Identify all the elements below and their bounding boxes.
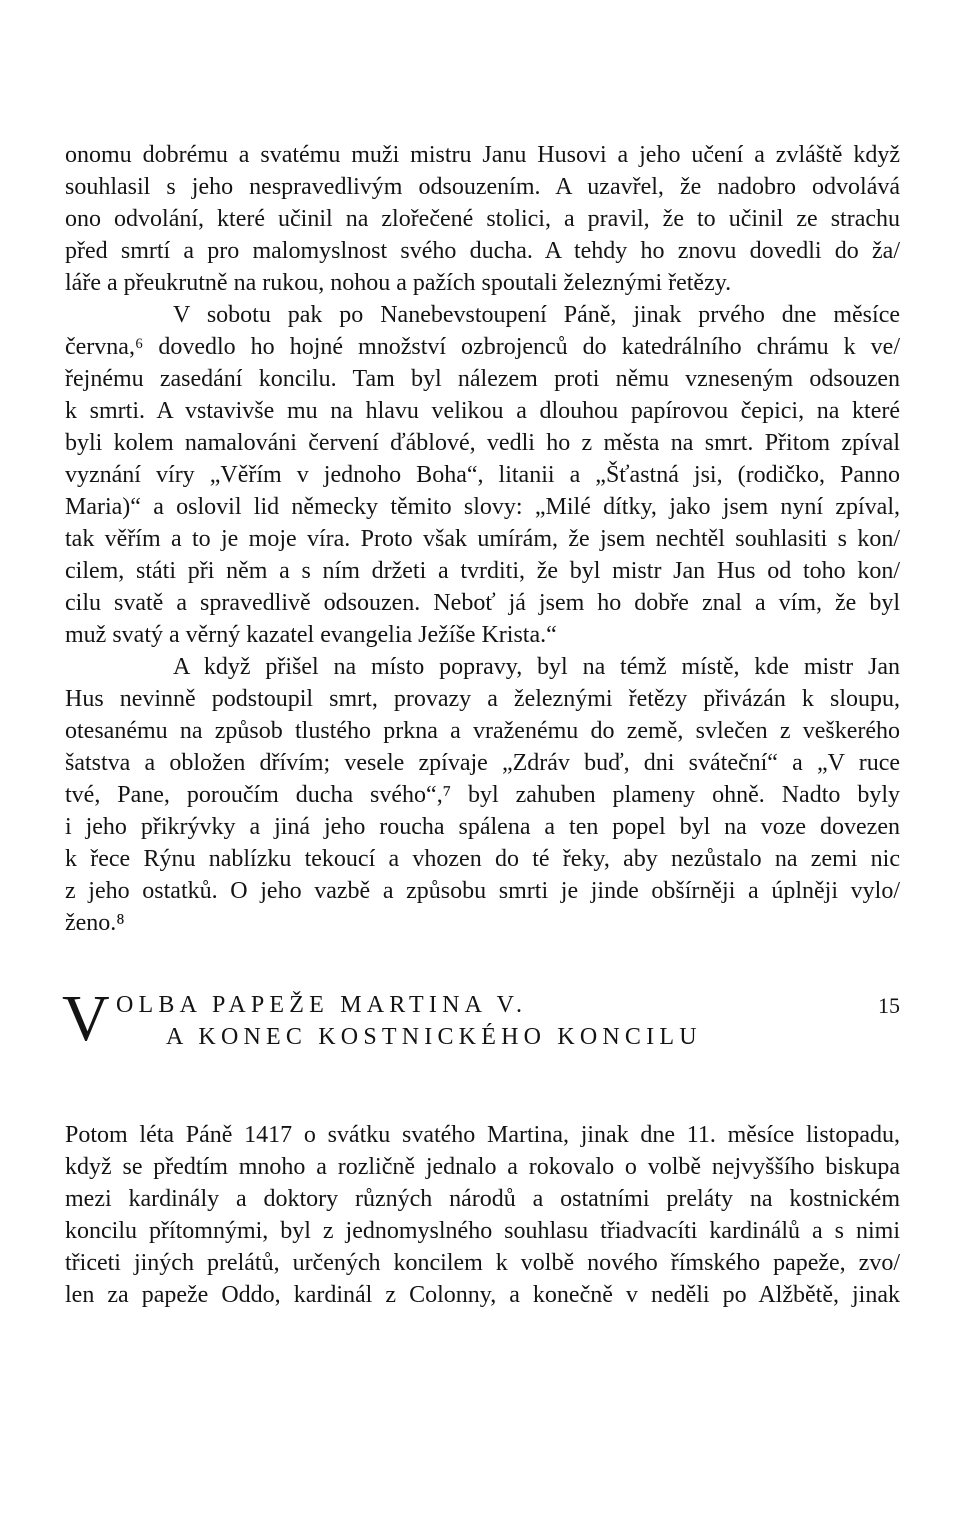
chapter-heading <box>62 982 902 1060</box>
text-line: otesanému na způsob tlustého prkna a vraženému do země, svlečen z veškerého <box>65 718 900 744</box>
text-line: Potom léta Páně 1417 o svátku svatého Martina, jinak dne 11. měsíce listopadu, <box>65 1122 900 1148</box>
text-line: cilu svatě a spravedlivě odsouzen. Neboť já jsem ho dobře znal a vím, že byl <box>65 590 900 616</box>
text-line: třiceti jiných prelátů, určených koncilem k volbě nového římského papeže, zvo/ <box>65 1250 900 1276</box>
text-line: muž svatý a věrný kazatel evangelia Ježíše Krista.“ <box>65 622 557 648</box>
text-line: z jeho ostatků. O jeho vazbě a způsobu smrti je jinde obšírněji a úplněji vylo/ <box>65 878 900 904</box>
text-line: i jeho přikrývky a jiná jeho roucha spálena a ten popel byl na voze dovezen <box>65 814 900 840</box>
chapter-initial: V <box>62 982 110 1055</box>
text-line: byli kolem namalováni červení ďáblové, vedli ho z města na smrt. Přitom zpíval <box>65 430 900 456</box>
text-line: tvé, Pane, poroučím ducha svého“,⁷ byl zahuben plameny ohně. Nadto byly <box>65 782 900 808</box>
text-line: A když přišel na místo popravy, byl na témž místě, kde mistr Jan <box>173 654 900 680</box>
chapter-title-line2: A KONEC KOSTNICKÉHO KONCILU <box>166 1024 702 1050</box>
text-line: ono odvolání, které učinil na zlořečené stolici, a pravil, že to učinil ze strachu <box>65 206 900 232</box>
text-line: šatstva a obložen dřívím; vesele zpívaje „Zdráv buď, dni sváteční“ a „V ruce <box>65 750 900 776</box>
text-line: tak věřím a to je moje víra. Proto však umírám, že jsem nechtěl souhlasiti s kon/ <box>65 526 900 552</box>
text-line: ženo.⁸ <box>65 910 125 936</box>
text-line: vyznání víry „Věřím v jednoho Boha“, litanii a „Šťastná jsi, (rodičko, Panno <box>65 462 900 488</box>
text-line: mezi kardinály a doktory různých národů a ostatními preláty na kostnickém <box>65 1186 900 1212</box>
text-line: řejnému zasedání koncilu. Tam byl nálezem proti němu vzneseným odsouzen <box>65 366 900 392</box>
text-line: láře a přeukrutně na rukou, nohou a pažích spoutali železnými řetězy. <box>65 270 732 296</box>
text-line: cilem, státi při něm a s ním držeti a tvrditi, že byl mistr Jan Hus od toho kon/ <box>65 558 900 584</box>
text-line: onomu dobrému a svatému muži mistru Janu Husovi a jeho učení a zvláště když <box>65 142 900 168</box>
text-line: len za papeže Oddo, kardinál z Colonny, a konečně v neděli po Alžbětě, jinak <box>65 1282 900 1308</box>
text-line: k smrti. A vstavivše mu na hlavu velikou a dlouhou papírovou čepici, na které <box>65 398 900 424</box>
text-line: Hus nevinně podstoupil smrt, provazy a železnými řetězy přivázán k sloupu, <box>65 686 900 712</box>
text-line: Maria)“ a oslovil lid německy těmito slovy: „Milé dítky, jako jsem nyní zpíval, <box>65 494 900 520</box>
text-line: souhlasil s jeho nespravedlivým odsouzením. A uzavřel, že nadobro odvolává <box>65 174 900 200</box>
chapter-number: 15 <box>878 993 900 1018</box>
text-line: k řece Rýnu nablízku tekoucí a vhozen do té řeky, aby nezůstalo na zemi nic <box>65 846 900 872</box>
text-line: koncilu přítomnými, byl z jednomyslného souhlasu třiadvacíti kardinálů a s nimi <box>65 1218 900 1244</box>
chapter-title-line1: OLBA PAPEŽE MARTINA V. <box>116 992 528 1018</box>
text-line: před smrtí a pro malomyslnost svého ducha. A tehdy ho znovu dovedli do ža/ <box>65 238 900 264</box>
text-line: když se předtím mnoho a rozličně jednalo a rokovalo o volbě nejvyššího biskupa <box>65 1154 900 1180</box>
text-line: června,⁶ dovedlo ho hojné množství ozbrojenců do katedrálního chrámu k ve/ <box>65 334 900 360</box>
text-line: V sobotu pak po Nanebevstoupení Páně, jinak prvého dne měsíce <box>173 302 900 328</box>
